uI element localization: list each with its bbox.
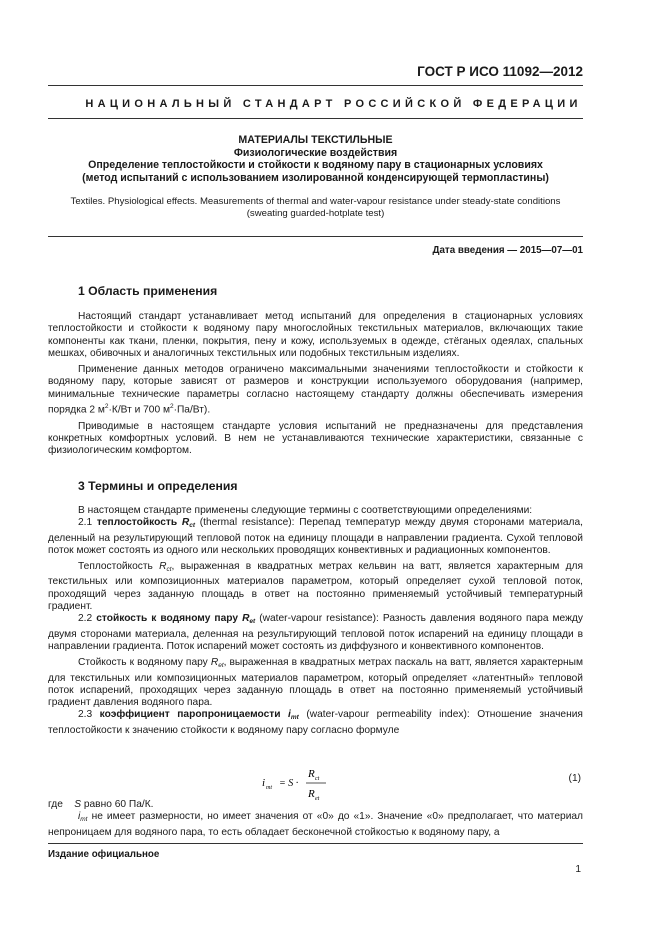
term-2-1-note: Теплостойкость Rct, выраженная в квадратных метрах кельвин на ватт, является характерным для текстильных или композиционных материалов параметром, который определяет сухой тепловой поток, проходящий через заданную площадь в ответ на постоянно применяемый устойчивый температурный градиент.: [48, 561, 583, 613]
section-1-body: [48, 311, 583, 458]
page-number: 1: [575, 864, 581, 875]
header-rule: [48, 85, 583, 86]
english-title: [48, 196, 583, 220]
official-edition-label: Издание официальное: [48, 849, 160, 860]
where-line: где S равно 60 Па/К.: [48, 799, 154, 810]
title-rule: [48, 236, 583, 237]
term-2-1: 2.1 теплостойкость $R_{ct}$ (thermal resistance): Перепад температур между двумя сторонами материала, деленный на результирующий тепловой поток на единицу площади в направлении градиента. Сухой тепловой поток может состоять из одного или нескольких проводящих конвективных и радиационных компонентов.: [48, 517, 583, 556]
formula-denominator-sub: et: [315, 796, 320, 802]
formula-eq: = S ·: [279, 778, 299, 789]
section-3-body: [48, 505, 583, 737]
term-2-3: 2.3 коэффициент паропроницаемости $i_{mt}$ (water-vapour permeability index): Отношение значения теплостойкости к значению стойкости к водяному пару согласно формуле: [48, 709, 583, 736]
where-block: [48, 799, 583, 839]
term-2-2: 2.2 стойкость к водяному пару $R_{et}$ (water-vapour resistance): Разность давления водяного пара между двумя сторонами материала, деленная на результирующий тепловой поток испарений на единицу площади в направлении градиента. Поток испарений может состоять из диффузного и конвективного компонентов.: [48, 613, 583, 652]
effective-date: Дата введения — 2015—07—01: [432, 245, 583, 256]
document-code: ГОСТ Р ИСО 11092—2012: [417, 64, 583, 79]
section-3-heading: 3 Термины и определения: [78, 479, 238, 493]
title-line-2: Физиологические воздействия: [233, 146, 398, 159]
formula-lhs-sub: mt: [266, 785, 272, 791]
where-continuation: imt не имеет размерности, но имеет значения от «0» до «1». Значение «0» предполагает, что материал непроницаем для водяного пара, то есть обладает бесконечной стойкостью к водяному пару, а: [48, 811, 583, 838]
title-block: [48, 134, 583, 184]
title-line-1: МАТЕРИАЛЫ ТЕКСТИЛЬНЫЕ: [238, 134, 393, 146]
title-line-3: Определение теплостойкости и стойкости к водяному пару в стационарных условиях: [88, 159, 543, 171]
paragraph: В настоящем стандарте применены следующие термины с соответствующими определениями:: [78, 505, 533, 516]
title-line-4: (метод испытаний с использованием изолированной конденсирующей термопластины): [82, 171, 549, 184]
paragraph: Применение данных методов ограничено максимальными значениями теплостойкости и стойкости к водяному пару, которые зависят от размеров и конструкции используемого оборудования (например, минимальные технические параметры согласно настоящему стандарту должны обеспечивать измерения порядка 2 $м^2\cdot К/Вт$ и 700 $м^2\cdot Па/Вт$).: [48, 364, 583, 416]
footer-rule: [48, 843, 583, 844]
formula-lhs: i: [262, 777, 266, 789]
standard-banner: НАЦИОНАЛЬНЫЙ СТАНДАРТ РОССИЙСКОЙ ФЕДЕРАЦИИ: [85, 98, 582, 110]
term-2-2-note: Стойкость к водяному пару Ret, выраженная в квадратных метрах паскаль на ватт, является характерным для текстильных или композиционных материалов параметром, который определяет «латентный» тепловой поток испарений, проходящих через заданную площадь в ответ на постоянно применяемый устойчивый градиент давления водяного пара.: [48, 657, 583, 709]
formula-numerator-sub: ct: [315, 776, 320, 782]
formula-numerator: R: [308, 768, 315, 780]
section-1-heading: 1 Область применения: [78, 284, 218, 298]
paragraph: Настоящий стандарт устанавливает метод испытаний для определения в стационарных условиях теплостойкости и стойкости к водяному пару многослойных текстильных материалов, включающих такие компоненты как ткани, пленки, покрытия, пену и кожу, используемых в одежде, стёганых одеялах, спальных мешках, обивочных и аналогичных текстильных или подобных текстильным изделиях.: [48, 311, 583, 359]
paragraph: Приводимые в настоящем стандарте условия испытаний не предназначены для представления конкретных комфортных условий. В нем не устанавливаются технические характеристики, связанные с физиологическим комфортом.: [48, 420, 583, 457]
formula-denominator: R: [308, 788, 315, 800]
english-title-line-2: (sweating guarded-hotplate test): [246, 208, 385, 219]
formula-number: (1): [568, 773, 581, 784]
banner-rule: [48, 118, 583, 119]
english-title-line-1: Textiles. Physiological effects. Measurements of thermal and water-vapour resistance under steady-state conditions: [70, 196, 561, 207]
